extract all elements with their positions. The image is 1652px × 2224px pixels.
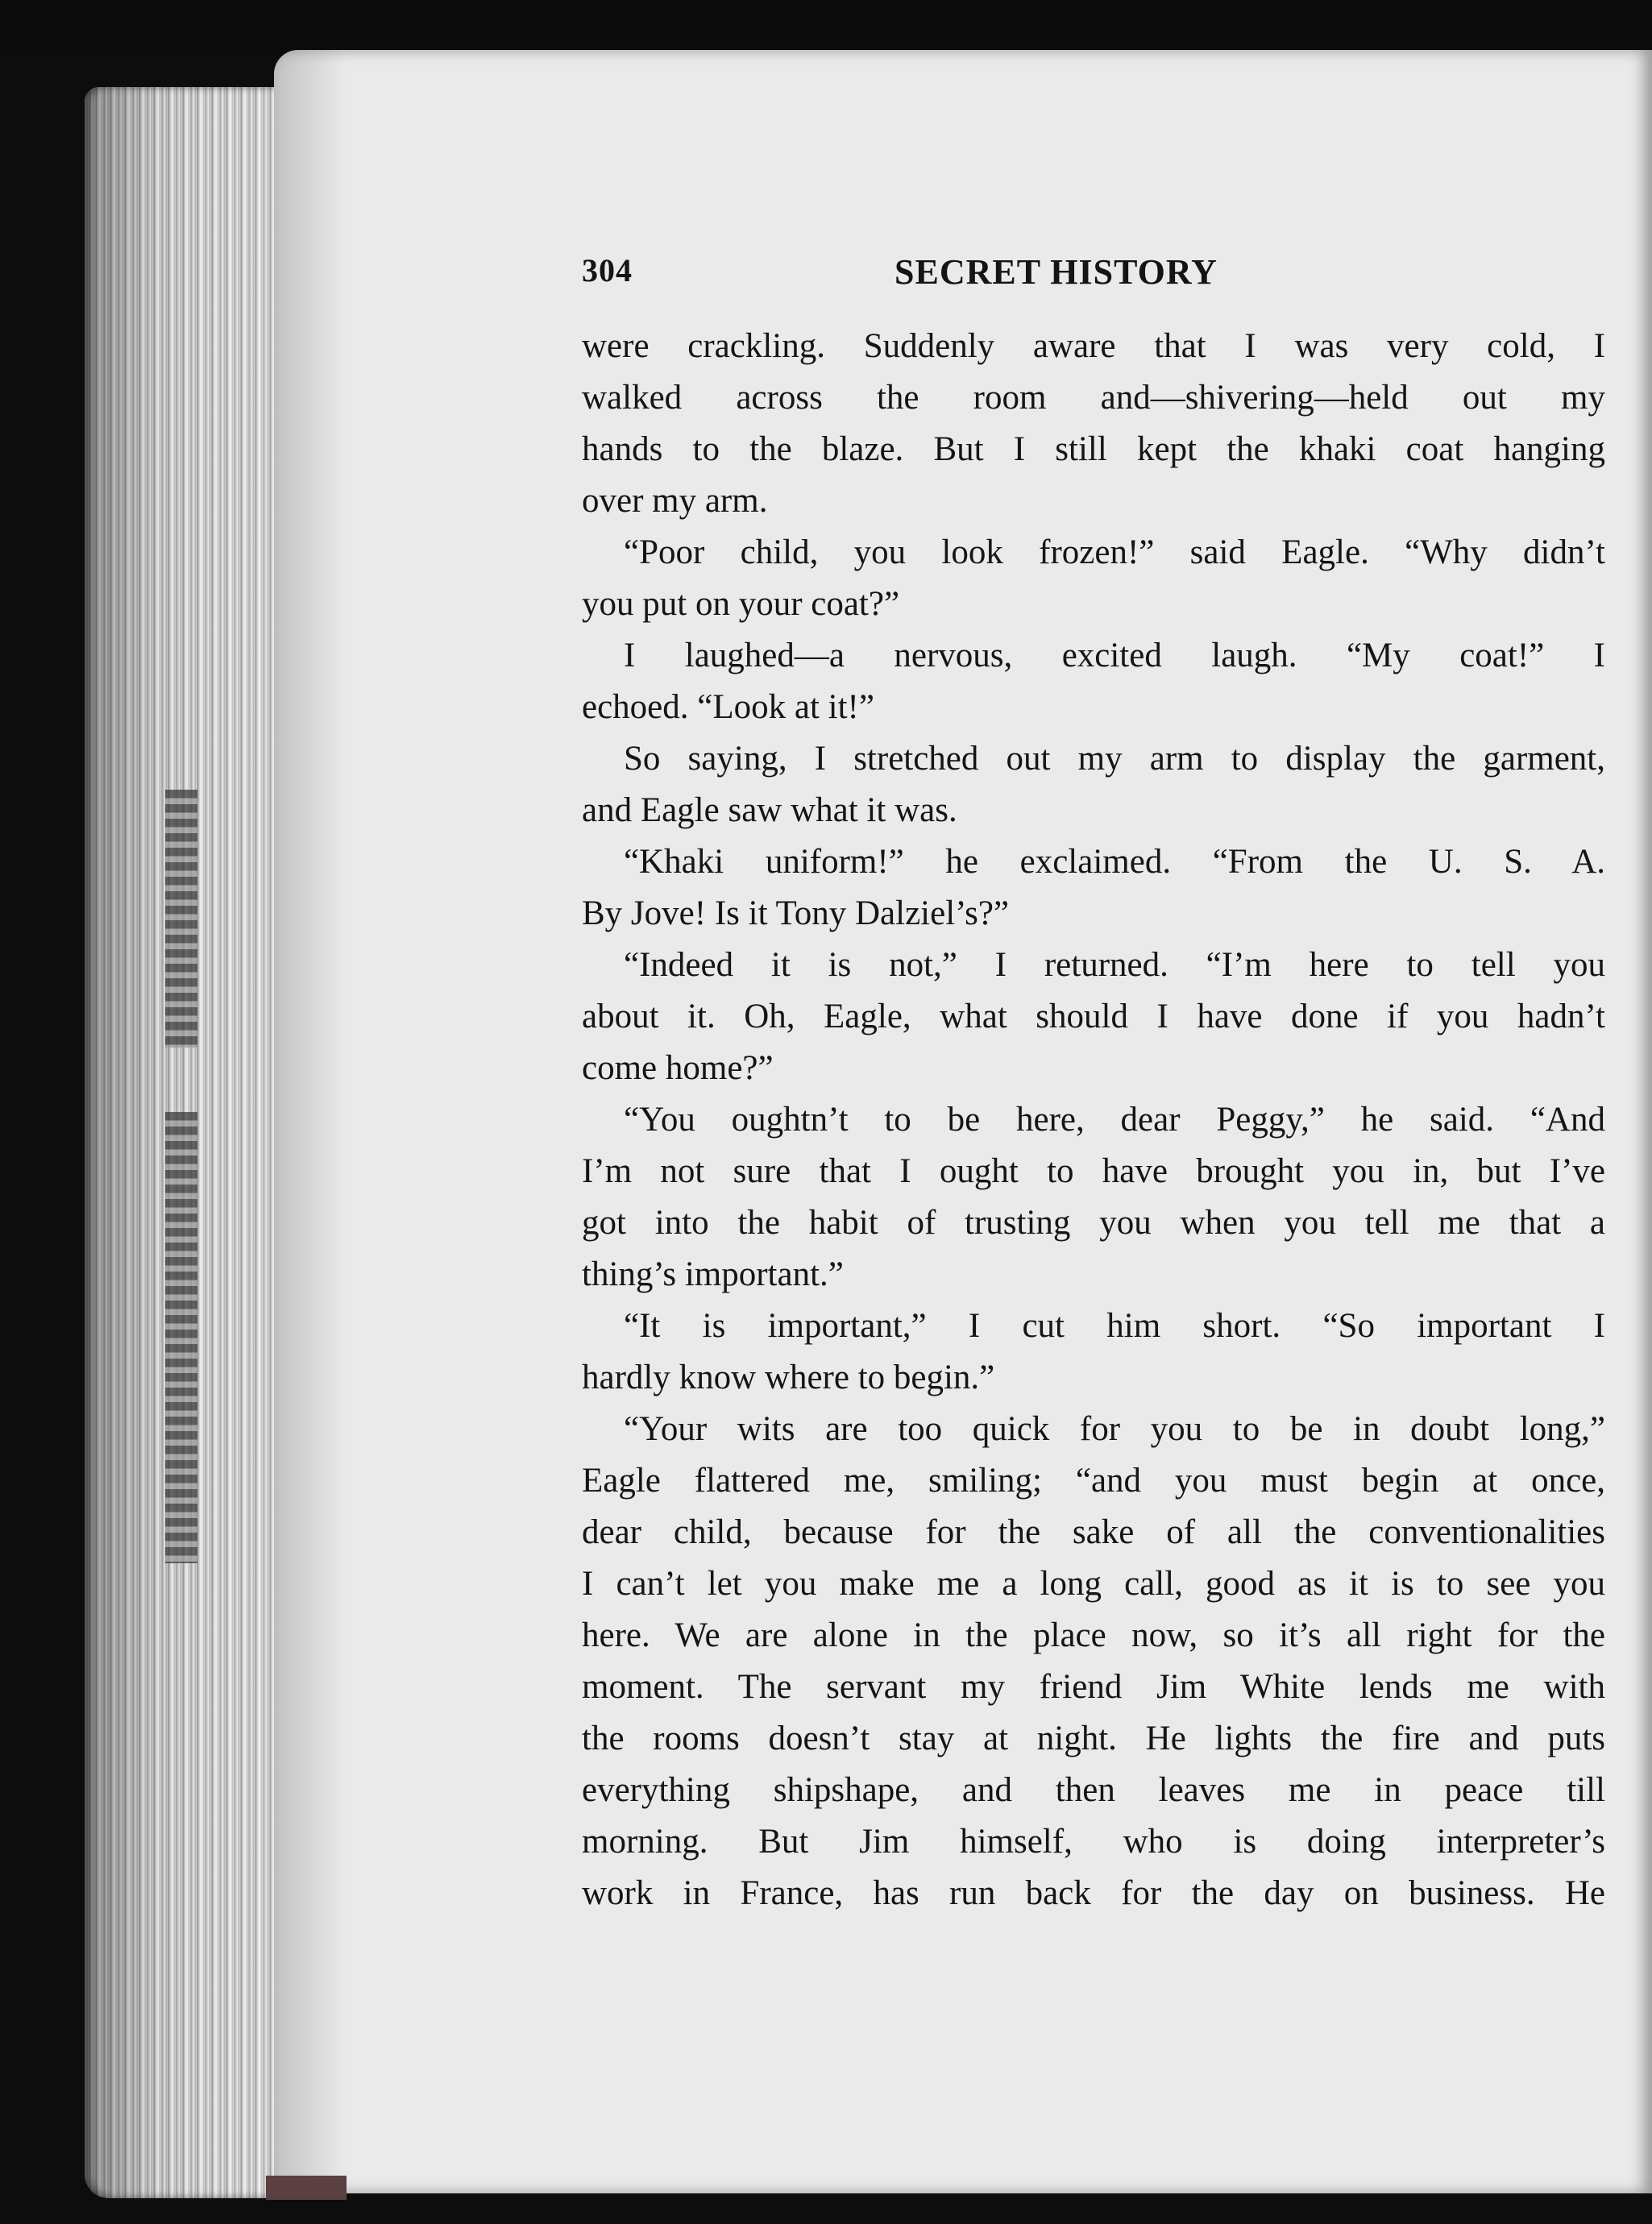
text-line: I can’t let you make me a long call, good as it is to see you <box>582 1565 1605 1603</box>
page-bottom-edge <box>266 2176 347 2200</box>
text-line: got into the habit of trusting you when you tell me that a <box>582 1204 1605 1242</box>
text-line: come home?” <box>582 1049 774 1087</box>
text-line: the rooms doesn’t stay at night. He lights the fire and puts <box>582 1720 1605 1757</box>
text-line: “Your wits are too quick for you to be in doubt long,” <box>624 1410 1605 1448</box>
text-line: were crackling. Suddenly aware that I was very cold, I <box>582 327 1605 365</box>
text-line: “It is important,” I cut him short. “So important I <box>624 1307 1605 1345</box>
text-line: echoed. “Look at it!” <box>582 688 874 726</box>
text-line: dear child, because for the sake of all the conventionalities <box>582 1513 1605 1551</box>
text-line: So saying, I stretched out my arm to display the garment, <box>624 740 1605 778</box>
spine-marking-upper <box>165 790 197 1048</box>
text-line: everything shipshape, and then leaves me in peace till <box>582 1771 1605 1809</box>
body-text <box>582 321 1605 1919</box>
page-gutter-shadow <box>274 50 347 2193</box>
text-line: “Poor child, you look frozen!” said Eagle. “Why didn’t <box>624 533 1605 571</box>
text-line: hardly know where to begin.” <box>582 1359 995 1396</box>
text-line: I’m not sure that I ought to have brought you in, but I’ve <box>582 1152 1605 1190</box>
text-line: “You oughtn’t to be here, dear Peggy,” he said. “And <box>624 1101 1605 1139</box>
text-line: thing’s important.” <box>582 1255 844 1293</box>
text-line: and Eagle saw what it was. <box>582 791 957 829</box>
scan-top-border <box>0 0 1652 56</box>
text-line: Eagle flattered me, smiling; “and you must begin at once, <box>582 1462 1605 1500</box>
page-number: 304 <box>582 252 633 288</box>
page-header <box>582 251 1605 300</box>
running-head: SECRET HISTORY <box>894 252 1218 292</box>
text-line: you put on your coat?” <box>582 585 900 623</box>
text-line: moment. The servant my friend Jim White lends me with <box>582 1668 1605 1706</box>
text-line: morning. But Jim himself, who is doing interpreter’s <box>582 1823 1605 1861</box>
text-line: walked across the room and—shivering—held out my <box>582 379 1605 417</box>
text-line: By Jove! Is it Tony Dalziel’s?” <box>582 894 1010 932</box>
text-line: work in France, has run back for the day on business. He <box>582 1874 1605 1912</box>
spine-marking-lower <box>165 1112 197 1563</box>
text-line: “Indeed it is not,” I returned. “I’m here to tell you <box>624 946 1605 984</box>
text-line: I laughed—a nervous, excited laugh. “My coat!” I <box>624 637 1605 674</box>
text-line: about it. Oh, Eagle, what should I have done if you hadn’t <box>582 998 1605 1035</box>
text-line: “Khaki uniform!” he exclaimed. “From the U. S. A. <box>624 843 1605 881</box>
text-line: here. We are alone in the place now, so it’s all right for the <box>582 1616 1605 1654</box>
text-line: over my arm. <box>582 482 768 520</box>
text-line: hands to the blaze. But I still kept the khaki coat hanging <box>582 430 1605 468</box>
